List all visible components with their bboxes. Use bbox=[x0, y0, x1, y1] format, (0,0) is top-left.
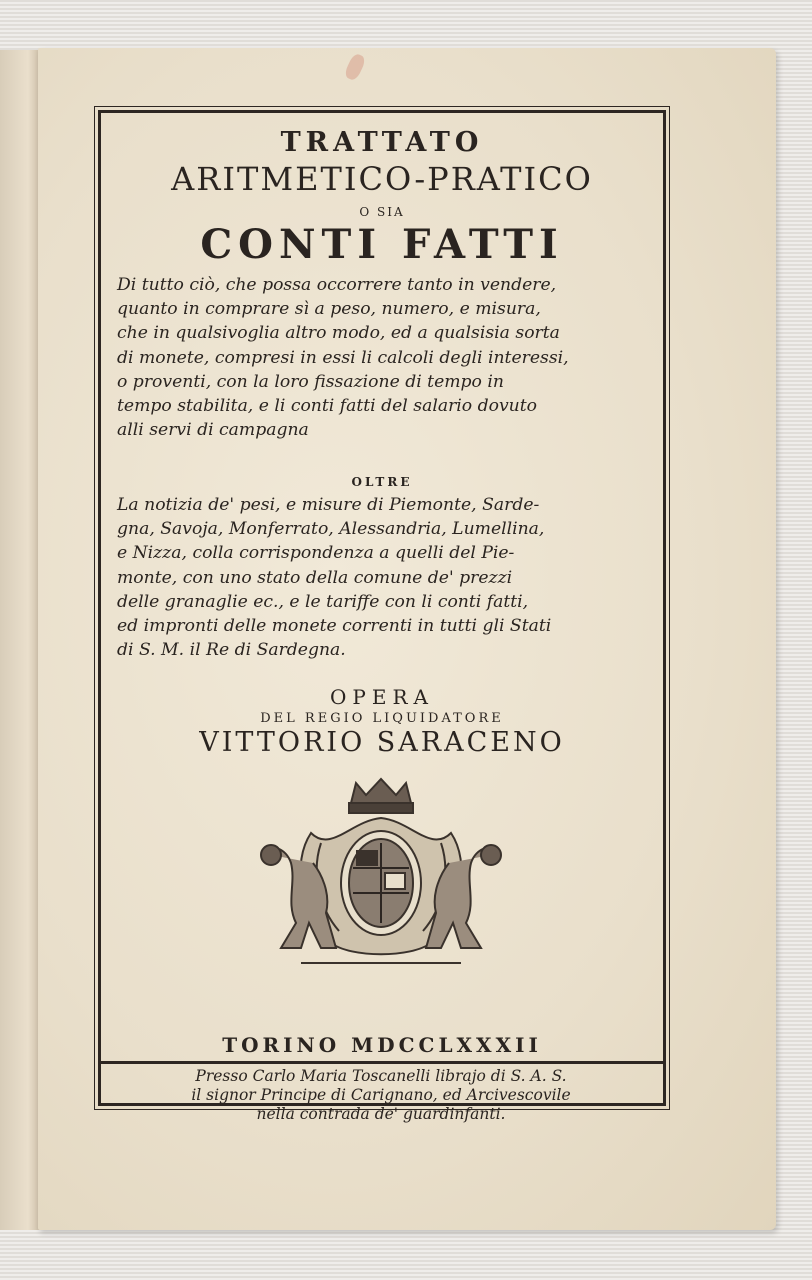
title-line-1: TRATTATO bbox=[280, 127, 484, 158]
title-line-4: CONTI FATTI bbox=[200, 221, 564, 268]
description2-line: gna, Savoja, Monferrato, Alessandria, Lumellina, bbox=[117, 519, 545, 540]
oltre-heading: OLTRE bbox=[351, 475, 413, 489]
description2-line: di S. M. il Re di Sardegna. bbox=[117, 640, 346, 661]
imprint-line: nella contrada de' guardinfanti. bbox=[256, 1105, 506, 1123]
place-date: TORINO MDCCLXXXII bbox=[222, 1033, 542, 1057]
imprint-text bbox=[115, 1067, 647, 1124]
author-title: DEL REGIO LIQUIDATORE bbox=[260, 711, 504, 726]
left-page-edge bbox=[0, 50, 41, 1230]
description-text-2 bbox=[117, 493, 649, 662]
description2-line: ed impronti delle monete correnti in tutti gli Stati bbox=[117, 616, 552, 637]
author-name: VITTORIO SARACENO bbox=[199, 727, 565, 758]
description-line: alli servi di campagna bbox=[117, 420, 309, 441]
description-line: tempo stabilita, e li conti fatti del salario dovuto bbox=[117, 396, 537, 417]
description-line: o proventi, con la loro fissazione di tempo in bbox=[117, 371, 504, 392]
description2-line: La notizia de' pesi, e misure di Piemonte, Sarde- bbox=[117, 495, 540, 515]
paper-stain bbox=[343, 52, 367, 81]
title-page bbox=[38, 48, 776, 1230]
title-frame bbox=[98, 110, 666, 1123]
description2-line: delle granaglie ec., e le tariffe con li conti fatti, bbox=[117, 591, 529, 612]
description-line: quanto in comprare sì a peso, numero, e misura, bbox=[117, 299, 541, 320]
title-line-3: O SIA bbox=[359, 205, 405, 219]
description-line: di monete, compresi in essi li calcoli degli interessi, bbox=[117, 347, 569, 368]
imprint-line: il signor Principe di Carignano, ed Arcivescovile bbox=[191, 1086, 571, 1104]
imprint-line: Presso Carlo Maria Toscanelli librajo di S. A. S. bbox=[195, 1067, 567, 1085]
description-text bbox=[117, 273, 649, 442]
description-line: Di tutto ciò, che possa occorrere tanto in vendere, bbox=[117, 275, 557, 295]
opera-heading: OPERA bbox=[330, 685, 434, 709]
imprint-divider bbox=[98, 1061, 666, 1064]
description2-line: e Nizza, colla corrispondenza a quelli del Pie- bbox=[117, 543, 515, 564]
description2-line: monte, con uno stato della comune de' prezzi bbox=[117, 567, 513, 588]
title-line-2: ARITMETICO-PRATICO bbox=[171, 160, 593, 198]
coat-of-arms-icon bbox=[241, 773, 521, 973]
description-line: che in qualsivoglia altro modo, ed a qualsisia sorta bbox=[117, 323, 560, 344]
